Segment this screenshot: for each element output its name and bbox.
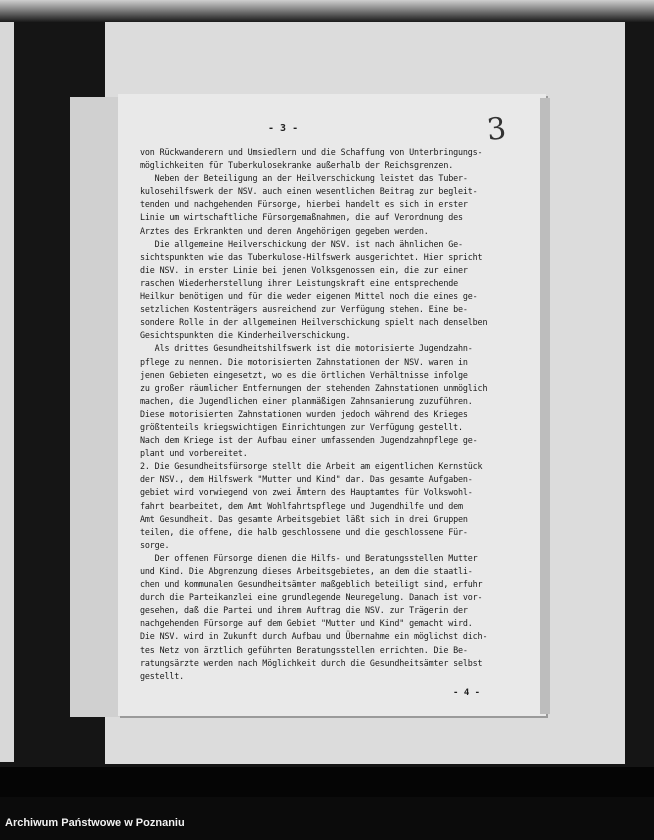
text-line: Als drittes Gesundheitshilfswerk ist die motorisierte Jugendzahn- xyxy=(140,343,473,354)
text-line: größtenteils kriegswichtigen Einrichtungen zur Verfügung gestellt. xyxy=(140,421,463,432)
text-line: 2. Die Gesundheitsfürsorge stellt die Arbeit am eigentlichen Kernstück xyxy=(140,461,483,472)
text-line: plant und vorbereitet. xyxy=(140,448,248,459)
text-line: fahrt bearbeitet, dem Amt Wohlfahrtspflege und Jugendhilfe und dem xyxy=(140,500,463,511)
text-line: der NSV., dem Hilfswerk "Mutter und Kind" dar. Das gesamte Aufgaben- xyxy=(140,474,473,485)
next-page-marker: - 4 - xyxy=(453,688,481,698)
text-line: die NSV. in erster Linie bei jenen Volksgenossen ein, die zur einer xyxy=(140,264,468,275)
film-top-edge xyxy=(0,0,654,22)
typewritten-body-text xyxy=(140,146,535,683)
text-line: von Rückwanderern und Umsiedlern und die Schaffung von Unterbringungs- xyxy=(140,147,483,157)
text-line: Neben der Beteiligung an der Heilverschickung leistet das Tuber- xyxy=(140,173,468,184)
text-line: Gesichtspunkten die Kinderheilverschickung. xyxy=(140,330,351,341)
text-line: Linie um wirtschaftliche Fürsorgemaßnahmen, die auf Verordnung des xyxy=(140,212,463,223)
text-line: Die allgemeine Heilverschickung der NSV. ist nach ähnlichen Ge- xyxy=(140,238,463,249)
text-line: gestellt. xyxy=(140,670,185,681)
text-line: tes Netz von ärztlich geführten Beratungsstellen errichten. Die Be- xyxy=(140,644,468,655)
text-line: gesehen, daß die Partei und ihrem Auftrag die NSV. zur Trägerin der xyxy=(140,605,468,616)
text-line: möglichkeiten für Tuberkulosekranke außerhalb der Reichsgrenzen. xyxy=(140,160,454,171)
text-line: nachgehenden Fürsorge auf dem Gebiet "Mutter und Kind" gemacht wird. xyxy=(140,618,473,629)
page-number: - 3 - xyxy=(268,123,299,134)
text-line: sorge. xyxy=(140,539,170,550)
text-line: machen, die Jugendlichen einer planmäßigen Zahnsanierung zuzuführen. xyxy=(140,395,473,406)
text-line: teilen, die offene, die halb geschlossene und die geschlossene Für- xyxy=(140,526,468,537)
text-line: pflege zu nennen. Die motorisierten Zahnstationen der NSV. waren in xyxy=(140,356,468,367)
film-bottom-edge xyxy=(0,767,654,797)
text-line: Diese motorisierten Zahnstationen wurden jedoch während des Krieges xyxy=(140,408,468,419)
text-line: zu großer räumlicher Entfernungen der stehenden Zahnstationen unmöglich xyxy=(140,382,488,393)
text-line: Der offenen Fürsorge dienen die Hilfs- und Beratungsstellen Mutter xyxy=(140,552,478,563)
text-line: kulosehilfswerk der NSV. auch einen wesentlichen Beitrag zur begleit- xyxy=(140,186,478,197)
handwritten-page-number: 3 xyxy=(485,111,508,148)
text-line: gebiet wird vorwiegend von zwei Ämtern des Hauptamtes für Volkswohl- xyxy=(140,487,473,498)
text-line: und Kind. Die Abgrenzung dieses Arbeitsgebietes, an dem die staatli- xyxy=(140,566,473,576)
archive-label: Archiwum Państwowe w Poznaniu xyxy=(5,817,185,829)
text-line: tenden und nachgehenden Fürsorge, hierbei handelt es sich in erster xyxy=(140,199,468,210)
text-line: chen und kommunalen Gesundheitsämter maßgeblich beteiligt sind, erfuhr xyxy=(140,579,483,590)
text-line: ratungsärzte werden nach Möglichkeit durch die Gesundheitsämter selbst xyxy=(140,657,483,668)
text-line: Amt Gesundheit. Das gesamte Arbeitsgebiet läßt sich in drei Gruppen xyxy=(140,513,468,524)
text-line: durch die Parteikanzlei eine grundlegende Neuregelung. Danach ist vor- xyxy=(140,592,483,603)
text-line: sondere Rolle in der allgemeinen Heilverschickung spielt nach denselben xyxy=(140,317,488,328)
text-line: raschen Wiederherstellung ihrer Leistungskraft eine entsprechende xyxy=(140,277,458,288)
text-line: jenen Gebieten eingesetzt, wo es die örtlichen Verhältnisse infolge xyxy=(140,369,468,380)
text-line: Nach dem Kriege ist der Aufbau einer umfassenden Jugendzahnpflege ge- xyxy=(140,435,478,446)
text-line: setzlichen Kostenträgers ausreichend zur Verfügung stehen. Eine be- xyxy=(140,304,468,315)
text-line: Die NSV. wird in Zukunft durch Aufbau und Übernahme ein möglichst dich- xyxy=(140,631,488,642)
page-edge-shadow xyxy=(540,98,550,714)
text-line: Heilkur benötigen und für die weder eigenen Mittel noch die eines ge- xyxy=(140,291,478,302)
text-line: Arztes des Erkrankten und deren Angehörigen gegeben werden. xyxy=(140,225,429,236)
text-line: sichtspunkten wie das Tuberkulose-Hilfswerk ausgerichtet. Hier spricht xyxy=(140,251,483,262)
adjacent-page-edge xyxy=(0,22,14,762)
